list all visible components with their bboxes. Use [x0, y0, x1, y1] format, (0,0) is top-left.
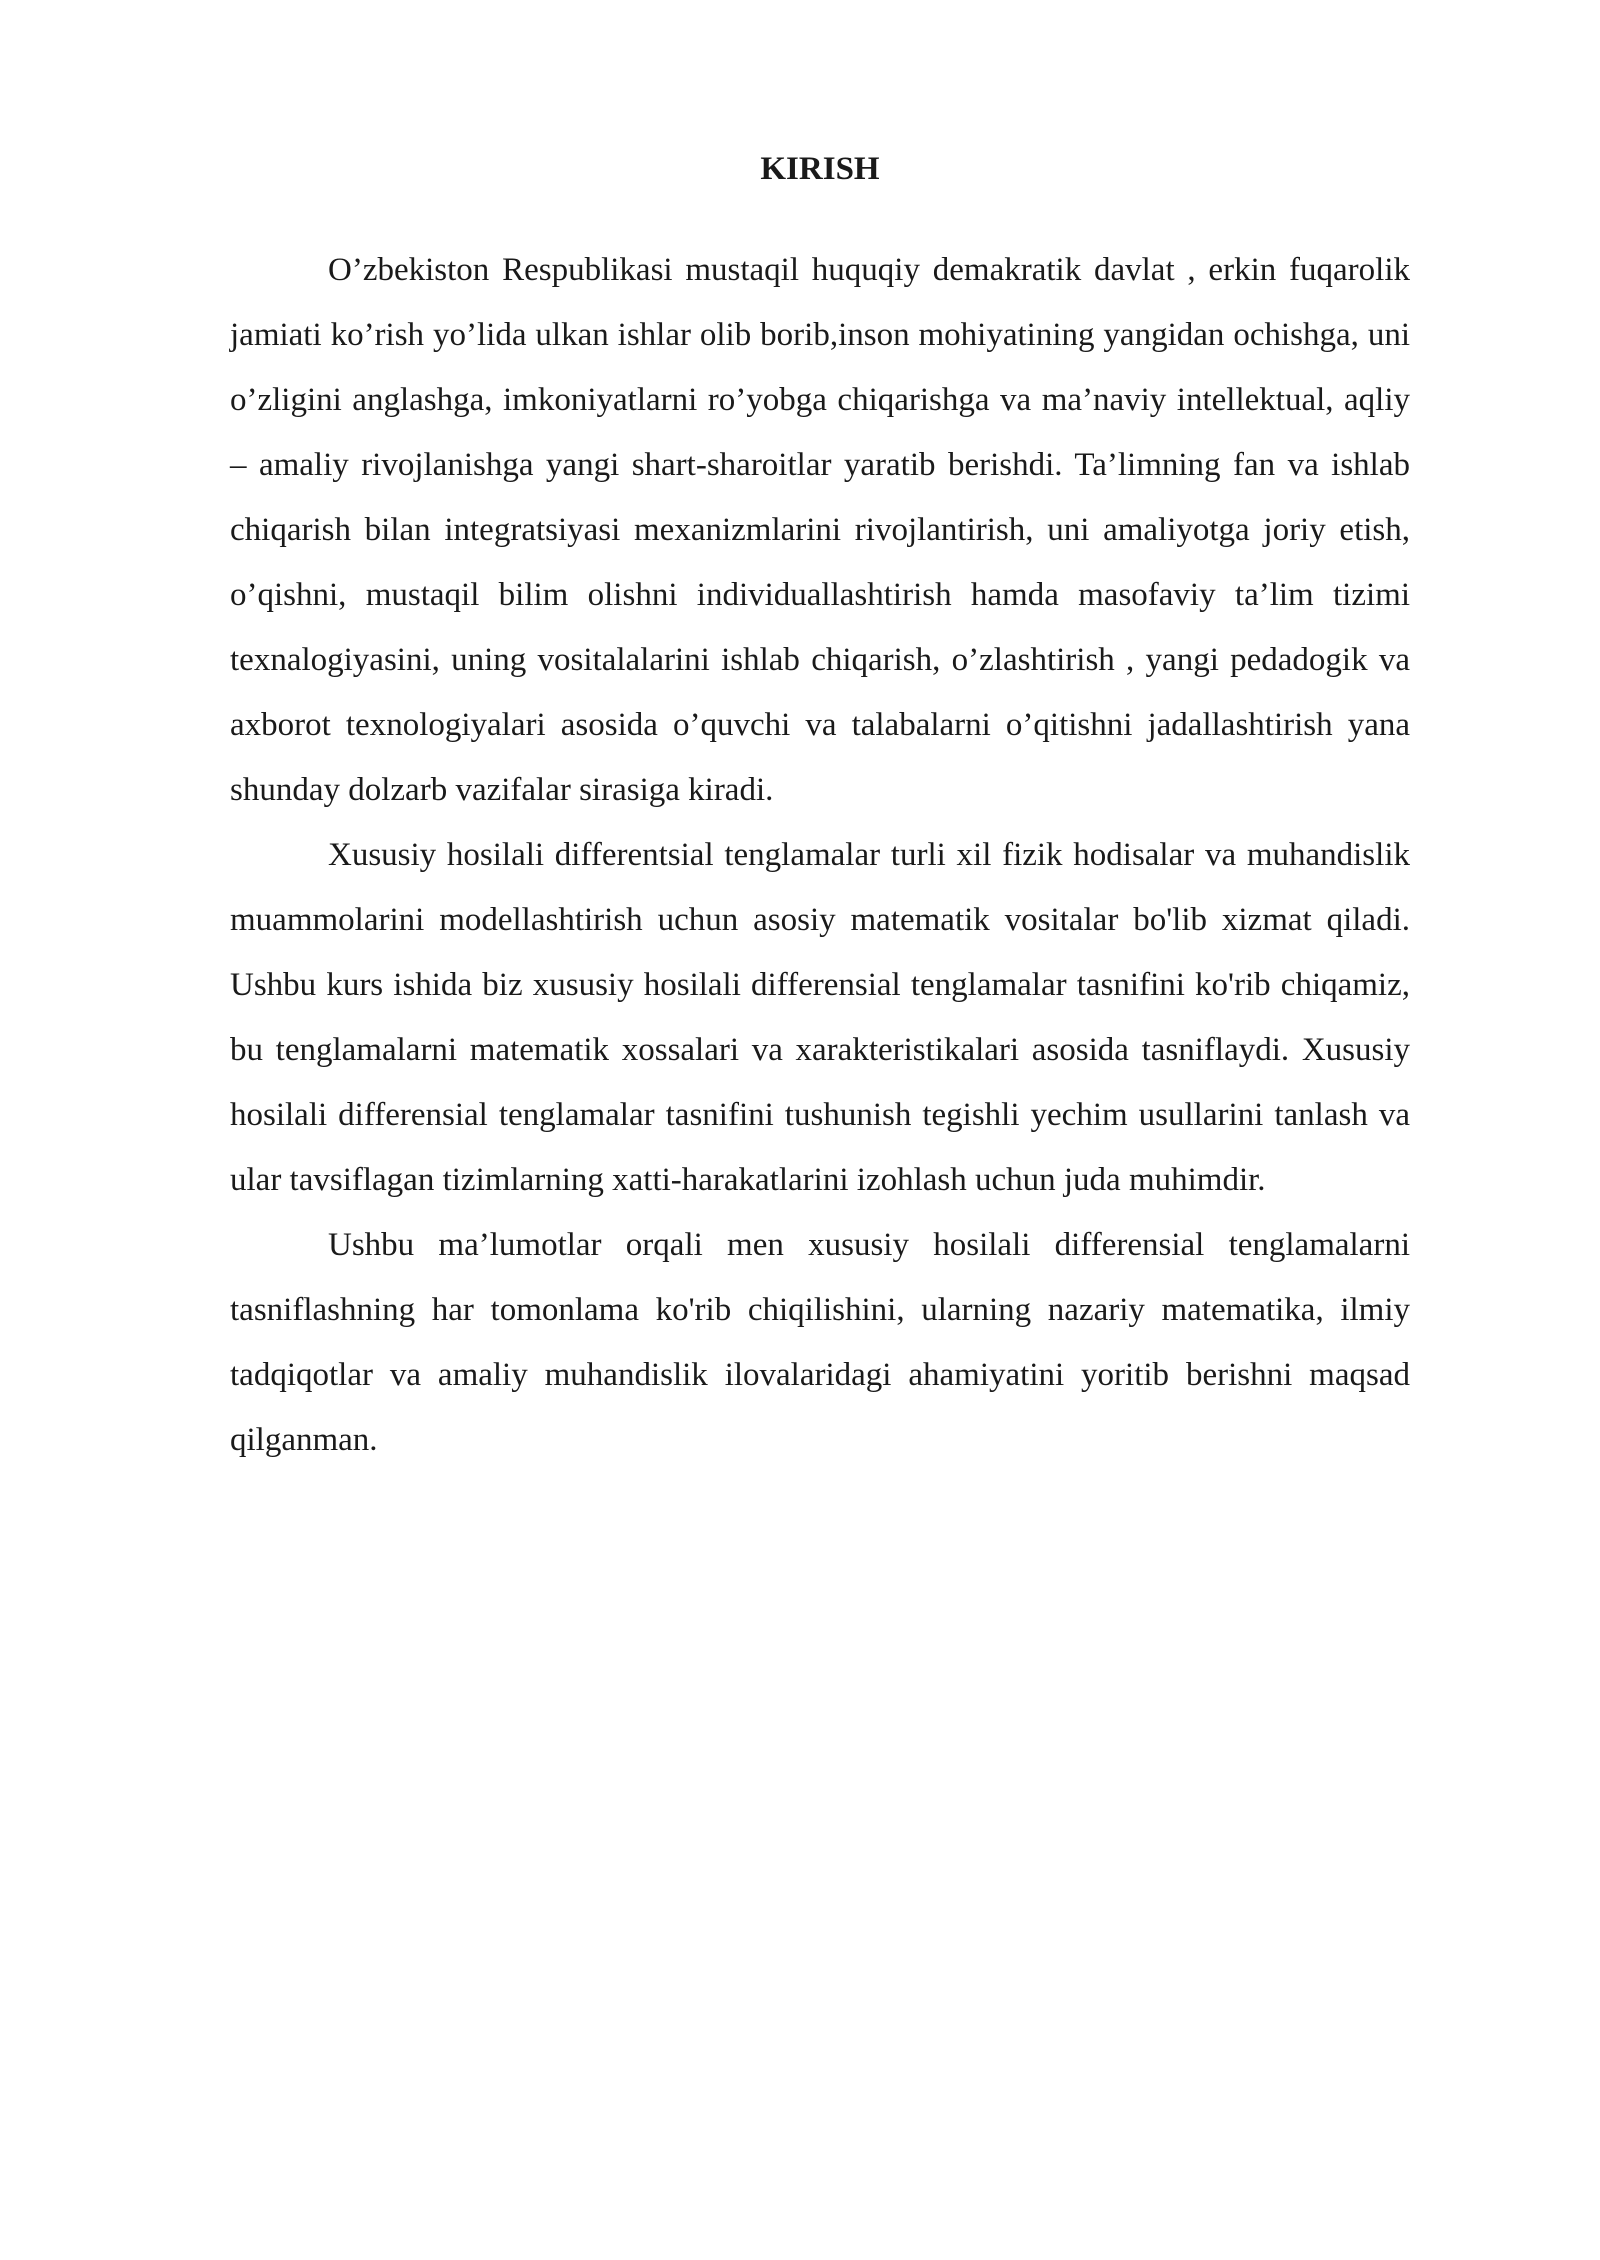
paragraph-introduction: O’zbekiston Respublikasi mustaqil huquqiy demakratik davlat , erkin fuqarolik jamiati ko’rish yo’lida ulkan ishlar olib borib,inson mohiyatining yangidan ochishga, uni o’zligini anglashga, imkoniyatlarni ro’yobga chiqarishga va ma’naviy intellektual, aqliy – amaliy rivojlanishga yangi shart-sharoitlar yaratib berishdi. Ta’limning fan va ishlab chiqarish bilan integratsiyasi mexanizmlarini rivojlantirish, uni amaliyotga joriy etish, o’qishni, mustaqil bilim olishni individuallashtirish hamda masofaviy ta’lim tizimi texnalogiyasini, uning vositalalarini ishlab chiqarish, o’zlashtirish , yangi pedadogik va axborot texnologiyalari asosida o’quvchi va talabalarni o’qitishni jadallashtirish yana shunday dolzarb vazifalar sirasiga kiradi. — [230, 251, 1410, 808]
document-body — [230, 150, 1410, 1473]
page-title: KIRISH — [760, 151, 880, 187]
paragraph-purpose: Ushbu ma’lumotlar orqali men xususiy hosilali differensial tenglamalarni tasniflashning har tomonlama ko'rib chiqilishini, ularning nazariy matematika, ilmiy tadqiqotlar va amaliy muhandislik ilovalaridagi ahamiyatini yoritib berishni maqsad qilganman. — [230, 1226, 1410, 1458]
paragraph-pde-overview: Xususiy hosilali differentsial tenglamalar turli xil fizik hodisalar va muhandislik muammolarini modellashtirish uchun asosiy matematik vositalar bo'lib xizmat qiladi. Ushbu kurs ishida biz xususiy hosilali differensial tenglamalar tasnifini ko'rib chiqamiz, bu tenglamalarni matematik xossalari va xarakteristikalari asosida tasniflaydi. Xususiy hosilali differensial tenglamalar tasnifini tushunish tegishli yechim usullarini tanlash va ular tavsiflagan tizimlarning xatti-harakatlarini izohlash uchun juda muhimdir. — [230, 836, 1410, 1198]
